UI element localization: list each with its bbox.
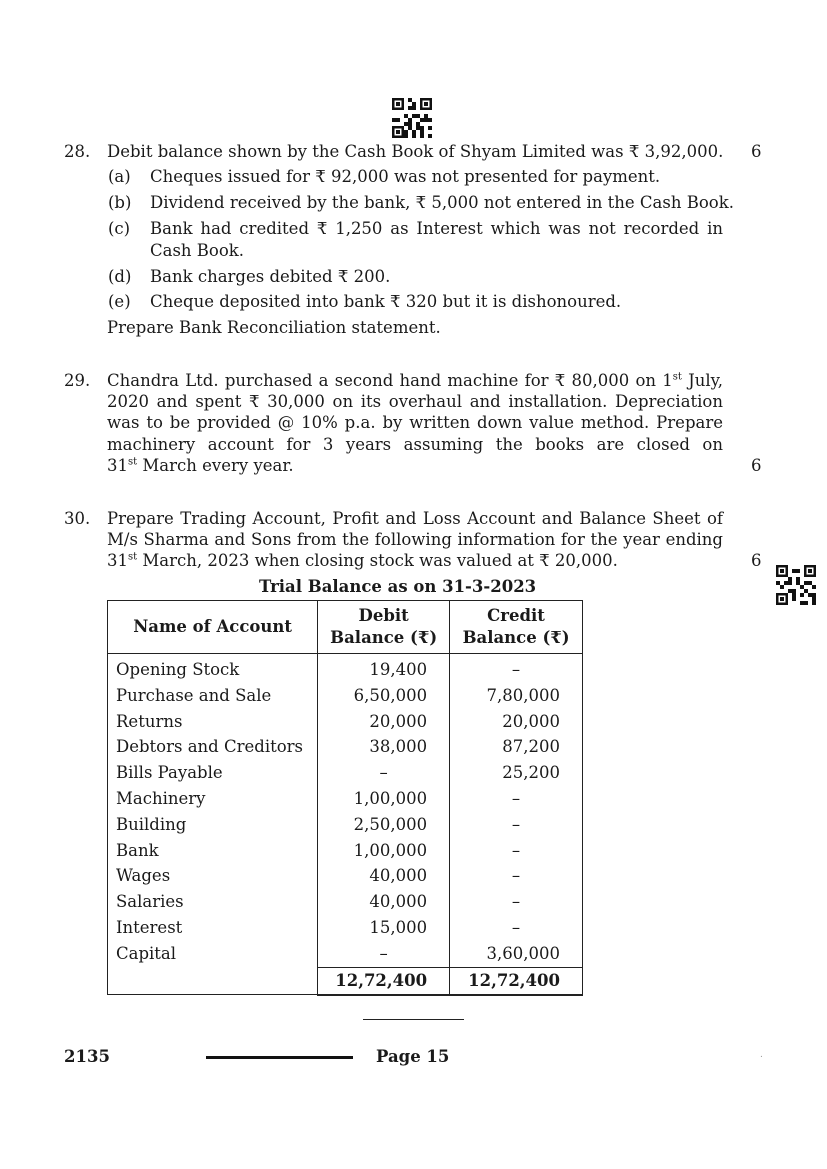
table-row [108, 709, 583, 735]
account-name: Opening Stock [108, 654, 318, 683]
q28-item-a-text: Cheques issued for ₹ 92,000 was not presented for payment. [150, 167, 661, 186]
table-row [108, 786, 583, 812]
q28-item-e-text: Cheque deposited into bank ₹ 320 but it is dishonoured. [150, 292, 622, 311]
debit-value: 2,50,000 [318, 812, 450, 838]
credit-value: – [450, 838, 583, 864]
table-row [108, 654, 583, 683]
credit-value: – [450, 654, 583, 683]
total-label-cell [108, 967, 318, 995]
debit-value: 40,000 [318, 863, 450, 889]
header-debit-balance: Debit Balance (₹) [318, 601, 450, 654]
account-name: Wages [108, 863, 318, 889]
credit-value: 3,60,000 [450, 941, 583, 967]
debit-value: 1,00,000 [318, 838, 450, 864]
question-30-line1: Prepare Trading Account, Profit and Loss Account and Balance Sheet of [107, 509, 723, 528]
account-name: Returns [108, 709, 318, 735]
question-29-number: 29. [64, 371, 91, 390]
qr-code-side [776, 565, 816, 605]
account-name: Interest [108, 915, 318, 941]
debit-value: 20,000 [318, 709, 450, 735]
q28-item-b-label: (b) [108, 193, 132, 212]
table-row [108, 760, 583, 786]
question-29-line2: 2020 and spent ₹ 30,000 on its overhaul and installation. Depreciation [107, 392, 723, 411]
account-name: Bank [108, 838, 318, 864]
footer-paper-code: 2135 [64, 1047, 110, 1066]
question-28-number: 28. [64, 142, 91, 161]
question-29-line5: 31st March every year. [107, 456, 294, 475]
header-credit-balance: Credit Balance (₹) [450, 601, 583, 654]
end-rule [363, 1019, 464, 1020]
table-header-row [108, 601, 583, 654]
trial-balance-table [107, 600, 583, 996]
debit-value: 6,50,000 [318, 683, 450, 709]
footer-page-number: Page 15 [376, 1047, 450, 1066]
credit-value: – [450, 915, 583, 941]
table-total-row [108, 967, 583, 995]
question-29-line1: Chandra Ltd. purchased a second hand machine for ₹ 80,000 on 1st July, [107, 371, 723, 390]
table-row [108, 734, 583, 760]
question-30-marks: 6 [751, 551, 762, 570]
q28-item-c-text-line2: Cash Book. [150, 241, 245, 260]
account-name: Salaries [108, 889, 318, 915]
account-name: Bills Payable [108, 760, 318, 786]
question-28-instruction: Prepare Bank Reconciliation statement. [107, 318, 441, 337]
account-name: Purchase and Sale [108, 683, 318, 709]
debit-value: 15,000 [318, 915, 450, 941]
account-name: Debtors and Creditors [108, 734, 318, 760]
credit-value: 87,200 [450, 734, 583, 760]
table-row [108, 889, 583, 915]
footer-rule [206, 1056, 353, 1059]
credit-total: 12,72,400 [450, 967, 583, 995]
table-row [108, 683, 583, 709]
question-30-number: 30. [64, 509, 91, 528]
question-28-stem: Debit balance shown by the Cash Book of Shyam Limited was ₹ 3,92,000. [107, 142, 724, 161]
trial-balance-title: Trial Balance as on 31-3-2023 [259, 577, 537, 596]
q28-item-e-label: (e) [108, 292, 131, 311]
q28-item-c-text-line1: Bank had credited ₹ 1,250 as Interest which was not recorded in [150, 219, 723, 238]
credit-value: – [450, 786, 583, 812]
credit-value: – [450, 863, 583, 889]
q28-item-d-text: Bank charges debited ₹ 200. [150, 267, 391, 286]
q28-item-a-label: (a) [108, 167, 131, 186]
account-name: Capital [108, 941, 318, 967]
qr-code-top [392, 98, 432, 138]
credit-value: – [450, 889, 583, 915]
question-30-line2: M/s Sharma and Sons from the following information for the year ending [107, 530, 723, 549]
table-row [108, 941, 583, 967]
credit-value: 25,200 [450, 760, 583, 786]
table-row [108, 863, 583, 889]
debit-value: 38,000 [318, 734, 450, 760]
q28-item-d-label: (d) [108, 267, 132, 286]
table-row [108, 812, 583, 838]
debit-value: – [318, 941, 450, 967]
question-30-line3: 31st March, 2023 when closing stock was valued at ₹ 20,000. [107, 551, 618, 570]
footer-dot: . [760, 1050, 763, 1060]
question-28-marks: 6 [751, 142, 762, 161]
account-name: Building [108, 812, 318, 838]
table-row [108, 915, 583, 941]
question-29-line4: machinery account for 3 years assuming the books are closed on [107, 435, 723, 454]
header-name-of-account: Name of Account [108, 601, 318, 654]
debit-value: 19,400 [318, 654, 450, 683]
credit-value: 20,000 [450, 709, 583, 735]
q28-item-b-text: Dividend received by the bank, ₹ 5,000 not entered in the Cash Book. [150, 193, 734, 212]
credit-value: – [450, 812, 583, 838]
question-29-marks: 6 [751, 456, 762, 475]
debit-value: 40,000 [318, 889, 450, 915]
credit-value: 7,80,000 [450, 683, 583, 709]
debit-total: 12,72,400 [318, 967, 450, 995]
table-row [108, 838, 583, 864]
debit-value: 1,00,000 [318, 786, 450, 812]
debit-value: – [318, 760, 450, 786]
account-name: Machinery [108, 786, 318, 812]
q28-item-c-label: (c) [108, 219, 131, 238]
question-29-line3: was to be provided @ 10% p.a. by written down value method. Prepare [107, 413, 723, 432]
